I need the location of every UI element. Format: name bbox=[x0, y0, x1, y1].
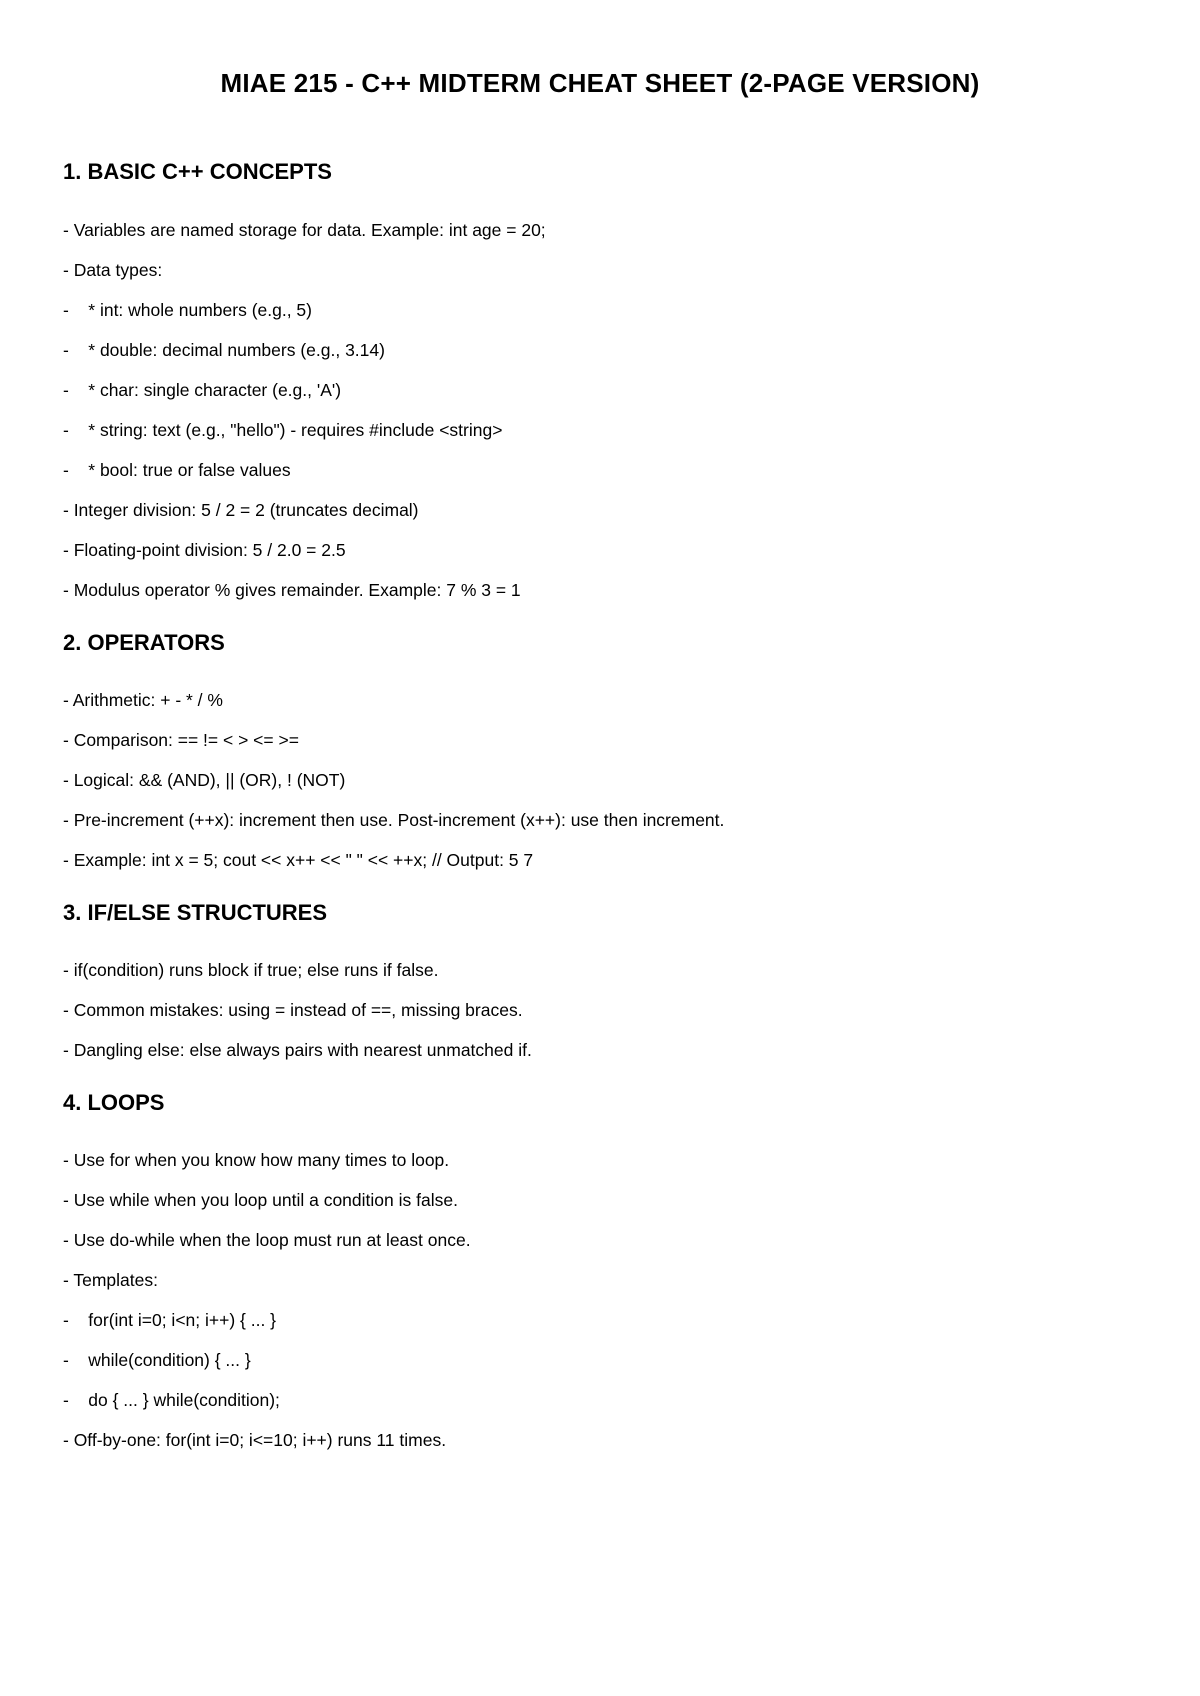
section-1-line: - Variables are named storage for data. Example: int age = 20; bbox=[63, 220, 546, 240]
section-3-line: - Common mistakes: using = instead of ==, missing braces. bbox=[63, 1000, 523, 1020]
section-heading-operators: 2. OPERATORS bbox=[63, 630, 225, 655]
section-4-line: - Use do-while when the loop must run at least once. bbox=[63, 1230, 471, 1250]
section-1-line: - Data types: bbox=[63, 260, 163, 280]
section-2-line: - Logical: && (AND), || (OR), ! (NOT) bbox=[63, 770, 346, 790]
section-4-line: - Off-by-one: for(int i=0; i<=10; i++) runs 11 times. bbox=[63, 1430, 447, 1450]
section-1-line: - Integer division: 5 / 2 = 2 (truncates decimal) bbox=[63, 500, 419, 520]
section-3-line: - Dangling else: else always pairs with nearest unmatched if. bbox=[63, 1040, 532, 1060]
section-4-line: - for(int i=0; i<n; i++) { ... } bbox=[63, 1310, 277, 1330]
section-1-line: - Floating-point division: 5 / 2.0 = 2.5 bbox=[63, 540, 346, 560]
section-4-line: - Use while when you loop until a condition is false. bbox=[63, 1190, 458, 1210]
section-4-line: - do { ... } while(condition); bbox=[63, 1390, 280, 1410]
section-1-line: - * char: single character (e.g., 'A') bbox=[63, 380, 342, 400]
section-heading-if-else: 3. IF/ELSE STRUCTURES bbox=[63, 900, 328, 925]
section-2-line: - Arithmetic: + - * / % bbox=[63, 690, 223, 710]
section-2-line: - Pre-increment (++x): increment then use. Post-increment (x++): use then increment. bbox=[63, 810, 725, 830]
section-4-line: - Use for when you know how many times to loop. bbox=[63, 1150, 450, 1170]
section-heading-basic-concepts: 1. BASIC C++ CONCEPTS bbox=[63, 159, 332, 184]
section-2-line: - Example: int x = 5; cout << x++ << " " << ++x; // Output: 5 7 bbox=[63, 850, 534, 870]
section-heading-loops: 4. LOOPS bbox=[63, 1090, 165, 1115]
section-4-line: - Templates: bbox=[63, 1270, 158, 1290]
section-1-line: - Modulus operator % gives remainder. Example: 7 % 3 = 1 bbox=[63, 580, 521, 600]
section-1-line: - * int: whole numbers (e.g., 5) bbox=[63, 300, 312, 320]
section-1-line: - * double: decimal numbers (e.g., 3.14) bbox=[63, 340, 385, 360]
page-title: MIAE 215 - C++ MIDTERM CHEAT SHEET (2-PAGE VERSION) bbox=[220, 68, 980, 98]
section-3-line: - if(condition) runs block if true; else runs if false. bbox=[63, 960, 439, 980]
section-4-line: - while(condition) { ... } bbox=[63, 1350, 251, 1370]
section-1-line: - * string: text (e.g., "hello") - requires #include <string> bbox=[63, 420, 503, 440]
section-1-line: - * bool: true or false values bbox=[63, 460, 291, 480]
section-2-line: - Comparison: == != < > <= >= bbox=[63, 730, 299, 750]
